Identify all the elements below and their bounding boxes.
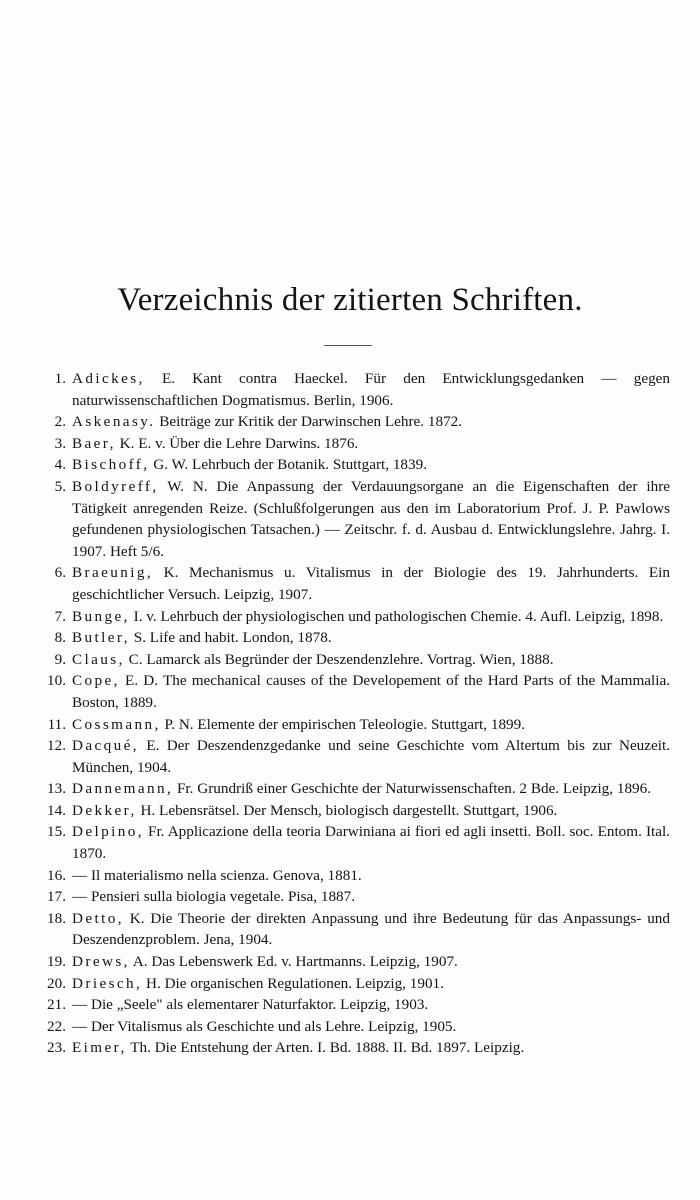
bibliography-entry [30, 476, 670, 562]
bibliography-entry [30, 800, 670, 822]
entry-text: Fr. Grundriß einer Geschichte der Naturwissenschaften. 2 Bde. Leipzig, 1896. [173, 780, 652, 798]
entry-text: E. Der Deszendenzgedanke und seine Geschichte vom Altertum bis zur Neuzeit. München, 1904. [72, 737, 670, 776]
entry-text: E. D. The mechanical causes of the Developement of the Hard Parts of the Mammalia. Boston, 1889. [72, 672, 670, 711]
entry-text: — Die „Seele" als elementarer Naturfaktor. Leipzig, 1903. [72, 996, 429, 1014]
entry-text: E. Kant contra Haeckel. Für den Entwicklungsgedanken — gegen naturwissenschaftlichen Dogmatismus. Berlin, 1906. [72, 370, 670, 409]
entry-text: — Il materialismo nella scienza. Genova, 1881. [72, 866, 362, 884]
entry-number: 11. [47, 715, 66, 733]
bibliography-entry [30, 649, 670, 671]
title-divider [324, 345, 372, 346]
bibliography-entry [30, 973, 670, 995]
entry-text: — Der Vitalismus als Geschichte und als Lehre. Leipzig, 1905. [72, 1017, 457, 1035]
bibliography-entry [30, 735, 670, 778]
entry-author: Adickes, [72, 370, 145, 387]
bibliography-entry [30, 994, 670, 1016]
entry-text: K. Die Theorie der direkten Anpassung und ihre Bedeutung für das Anpassungs- und Deszendenzproblem. Jena, 1904. [72, 909, 670, 949]
entry-text: Th. Die Entstehung der Arten. I. Bd. 1888. II. Bd. 1897. Leipzig. [126, 1039, 525, 1057]
entry-author: Claus, [72, 650, 125, 668]
entry-author: Boldyreff, [72, 477, 159, 495]
entry-number: 4. [54, 456, 66, 474]
bibliography-entry [30, 951, 670, 973]
entry-text: S. Life and habit. London, 1878. [129, 629, 332, 647]
bibliography-entry [30, 562, 670, 605]
entry-author: Butler, [72, 629, 130, 647]
entry-author: Askenasy. [72, 413, 156, 431]
entry-number: 20. [47, 974, 66, 992]
page-title: Verzeichnis der zitierten Schriften. [117, 282, 583, 318]
entry-number: 15. [47, 823, 66, 841]
bibliography-entry [30, 606, 670, 628]
entry-author: Dekker, [72, 801, 137, 819]
entry-text: K. Mechanismus u. Vitalismus in der Biologie des 19. Jahrhunderts. Ein geschichtlicher Versuch. Leipzig, 1907. [72, 564, 670, 603]
entry-author: Cope, [72, 672, 120, 690]
bibliography-list [30, 368, 670, 1059]
entry-author: Dannemann, [72, 780, 174, 798]
entry-text: I. v. Lehrbuch der physiologischen und pathologischen Chemie. 4. Aufl. Leipzig, 1898. [129, 607, 664, 625]
bibliography-entry [30, 1016, 670, 1038]
bibliography-entry [30, 865, 670, 887]
entry-author: Cossmann, [72, 715, 161, 733]
entry-author: Bischoff, [72, 456, 150, 474]
entry-number: 12. [47, 737, 66, 755]
entry-number: 1. [54, 370, 66, 387]
bibliography-entry [30, 778, 670, 800]
entry-author: Driesch, [72, 974, 143, 992]
entry-number: 21. [47, 996, 66, 1014]
entry-number: 2. [54, 413, 66, 431]
entry-number: 14. [47, 801, 66, 819]
entry-text: H. Die organischen Regulationen. Leipzig, 1901. [142, 974, 444, 992]
bibliography-entry [30, 821, 670, 864]
bibliography-entry [30, 433, 670, 455]
bibliography-entry [30, 368, 670, 411]
entry-author: Braeunig, [72, 564, 154, 582]
entry-text: — Pensieri sulla biologia vegetale. Pisa, 1887. [72, 888, 356, 906]
entry-number: 18. [47, 909, 66, 927]
entry-text: Beiträge zur Kritik der Darwinschen Lehre. 1872. [155, 413, 463, 431]
bibliography-entry [30, 670, 670, 713]
entry-number: 8. [54, 629, 66, 647]
entry-author: Eimer, [72, 1039, 127, 1057]
entry-text: C. Lamarck als Begründer der Deszendenzlehre. Vortrag. Wien, 1888. [124, 650, 554, 668]
entry-text: W. N. Die Anpassung der Verdauungsorgane an die Eigenschaften der ihre Tätigkeit anregenden Reize. (Schlußfolgerungen aus den im Laboratorium Prof. J. P. Pawlows gefundenen physiologischen Tatsachen.) — Zeitschr. f. d. Ausbau d. Entwicklungslehre. Jahrg. I. 1907. Heft 5/6. [72, 477, 670, 560]
entry-author: Detto, [72, 909, 124, 927]
bibliography-entry [30, 1037, 670, 1059]
entry-text: A. Das Lebenswerk Ed. v. Hartmanns. Leipzig, 1907. [129, 953, 458, 971]
entry-number: 17. [47, 888, 66, 906]
entry-author: Drews, [72, 953, 130, 971]
entry-text: P. N. Elemente der empirischen Teleologie. Stuttgart, 1899. [160, 715, 526, 733]
bibliography-entry [30, 454, 670, 476]
entry-author: Baer, [72, 434, 116, 452]
entry-text: H. Lebensrätsel. Der Mensch, biologisch dargestellt. Stuttgart, 1906. [136, 801, 558, 819]
bibliography-entry [30, 908, 670, 951]
entry-number: 10. [47, 672, 66, 690]
entry-number: 6. [54, 564, 66, 582]
entry-author: Delpino, [72, 823, 144, 841]
entry-author: Dacqué, [72, 737, 139, 755]
entry-number: 5. [54, 477, 66, 495]
entry-number: 22. [47, 1017, 66, 1035]
bibliography-entry [30, 627, 670, 649]
entry-text: Fr. Applicazione della teoria Darwiniana ai fiori ed agli insetti. Boll. soc. Entom. Ital. 1870. [72, 823, 670, 863]
entry-number: 19. [47, 953, 66, 971]
entry-number: 7. [54, 607, 66, 625]
entry-number: 13. [47, 780, 66, 798]
entry-text: K. E. v. Über die Lehre Darwins. 1876. [115, 434, 359, 452]
bibliography-entry [30, 411, 670, 433]
entry-author: Bunge, [72, 607, 130, 625]
bibliography-entry [30, 714, 670, 736]
entry-text: G. W. Lehrbuch der Botanik. Stuttgart, 1839. [149, 456, 427, 474]
entry-number: 3. [54, 434, 66, 452]
entry-number: 16. [47, 866, 66, 884]
bibliography-entry [30, 886, 670, 908]
entry-number: 23. [47, 1039, 66, 1057]
entry-number: 9. [54, 650, 66, 668]
